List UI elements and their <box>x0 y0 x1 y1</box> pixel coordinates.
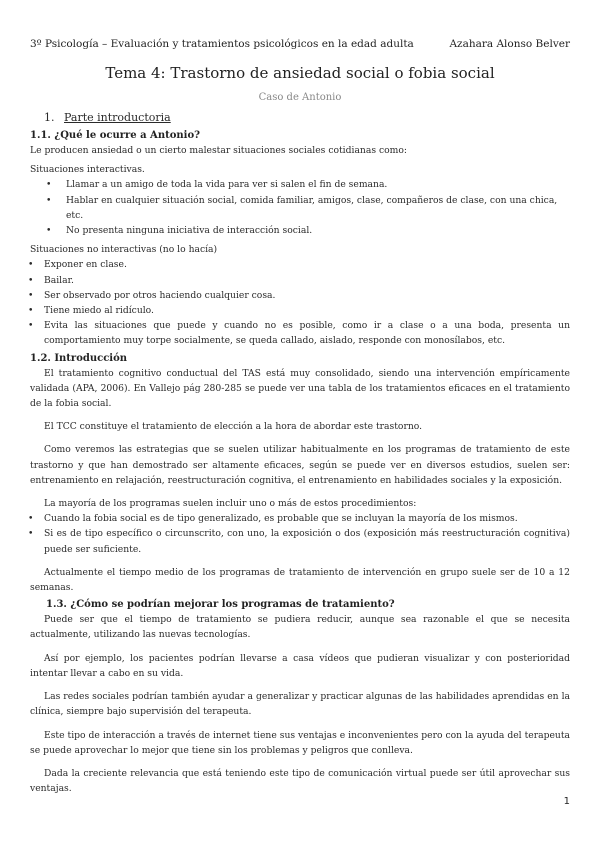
list-item: • Exponer en clase. <box>30 257 570 272</box>
list-item: • Evita las situaciones que puede y cuando no es posible, como ir a clase o a una boda, presenta un comportamiento muy torpe socialmente, se queda callado, aislado, responde con monosílabos, etc. <box>30 318 570 348</box>
list-item: • Ser observado por otros haciendo cualquier cosa. <box>30 288 570 303</box>
paragraph: Así por ejemplo, los pacientes podrían llevarse a casa vídeos que pudieran visualizar y con posterioridad intentar llevar a cabo en su vida. <box>30 652 570 679</box>
paragraph: La mayoría de los programas suelen incluir uno o más de estos procedimientos: <box>44 498 417 510</box>
list-label: Situaciones interactivas. <box>30 164 145 176</box>
paragraph: Actualmente el tiempo medio de los programas de tratamiento de intervención en grupo suele ser de 10 a 12 semanas. <box>30 566 570 594</box>
paragraph: Este tipo de interacción a través de internet tiene sus ventajas e inconvenientes pero con la ayuda del terapeuta se puede aprovechar lo mejor que tiene sin los problemas y peligros que conlleva. <box>30 729 570 756</box>
section-heading-1 <box>30 110 570 126</box>
list-item: • No presenta ninguna iniciativa de interacción social. <box>30 223 570 238</box>
list-item: • Hablar en cualquier situación social, comida familiar, amigos, clase, compañeros de clase, con una chica, etc. <box>30 193 570 223</box>
paragraph: El tratamiento cognitivo conductual del TAS está muy consolidado, siendo una intervención empíricamente validada (APA, 2006). En Vallejo pág 280-285 se puede ver una tabla de los tratamientos eficaces en el tratamiento de la fobia social. <box>30 367 570 410</box>
subsection-heading-1-3: 1.3. ¿Cómo se podrían mejorar los programas de tratamiento? <box>46 599 395 611</box>
page-number: 1 <box>563 796 570 807</box>
paragraph: Dada la creciente relevancia que está teniendo este tipo de comunicación virtual puede ser útil aprovechar sus ventajas. <box>30 767 570 795</box>
list-item: • Bailar. <box>30 273 570 288</box>
header-author: Azahara Alonso Belver <box>449 38 570 50</box>
paragraph: Puede ser que el tiempo de tratamiento se pudiera reducir, aunque sea razonable el que se necesita actualmente, utilizando las nuevas tecnologías. <box>30 614 570 641</box>
list-item: • Llamar a un amigo de toda la vida para ver si salen el fin de semana. <box>30 177 570 192</box>
subsection-heading-1-2: 1.2. Introducción <box>30 352 128 364</box>
paragraph: Las redes sociales podrían también ayudar a generalizar y practicar algunas de las habilidades aprendidas en la clínica, siempre bajo supervisión del terapeuta. <box>30 691 570 718</box>
section-label: Parte introductoria <box>64 111 171 124</box>
paragraph: El TCC constituye el tratamiento de elección a la hora de abordar este trastorno. <box>44 421 423 433</box>
list-item: • Si es de tipo específico o circunscrito, con uno, la exposición o dos (exposición más reestructuración cognitiva) puede ser suficiente. <box>30 526 570 556</box>
interactive-situations-list <box>30 177 570 238</box>
procedures-list <box>30 511 570 557</box>
paragraph: Le producen ansiedad o un cierto malestar situaciones sociales cotidianas como: <box>30 145 407 156</box>
list-item: • Cuando la fobia social es de tipo generalizado, es probable que se incluyan la mayoría de los mismos. <box>30 511 570 526</box>
document-body <box>30 110 570 796</box>
subsection-heading-1-1: 1.1. ¿Qué le ocurre a Antonio? <box>30 130 200 141</box>
document-title: Tema 4: Trastorno de ansiedad social o fobia social <box>105 64 495 82</box>
section-number: 1. <box>44 111 55 124</box>
page-header <box>30 38 570 50</box>
list-item: • Tiene miedo al ridículo. <box>30 303 570 318</box>
noninteractive-situations-list <box>30 257 570 348</box>
paragraph: Como veremos las estrategias que se suelen utilizar habitualmente en los programas de tratamiento de este trastorno y que han demostrado ser altamente eficaces, según se puede ver en diversos estudios, suelen ser: entrenamiento en relajación, reestructuración cognitiva, el entrenamiento en habilidades sociales y la exposición. <box>30 444 570 486</box>
header-course: 3º Psicología – Evaluación y tratamientos psicológicos en la edad adulta <box>30 38 414 50</box>
document-subtitle: Caso de Antonio <box>258 92 342 103</box>
list-label: Situaciones no interactivas (no lo hacía) <box>30 244 218 256</box>
